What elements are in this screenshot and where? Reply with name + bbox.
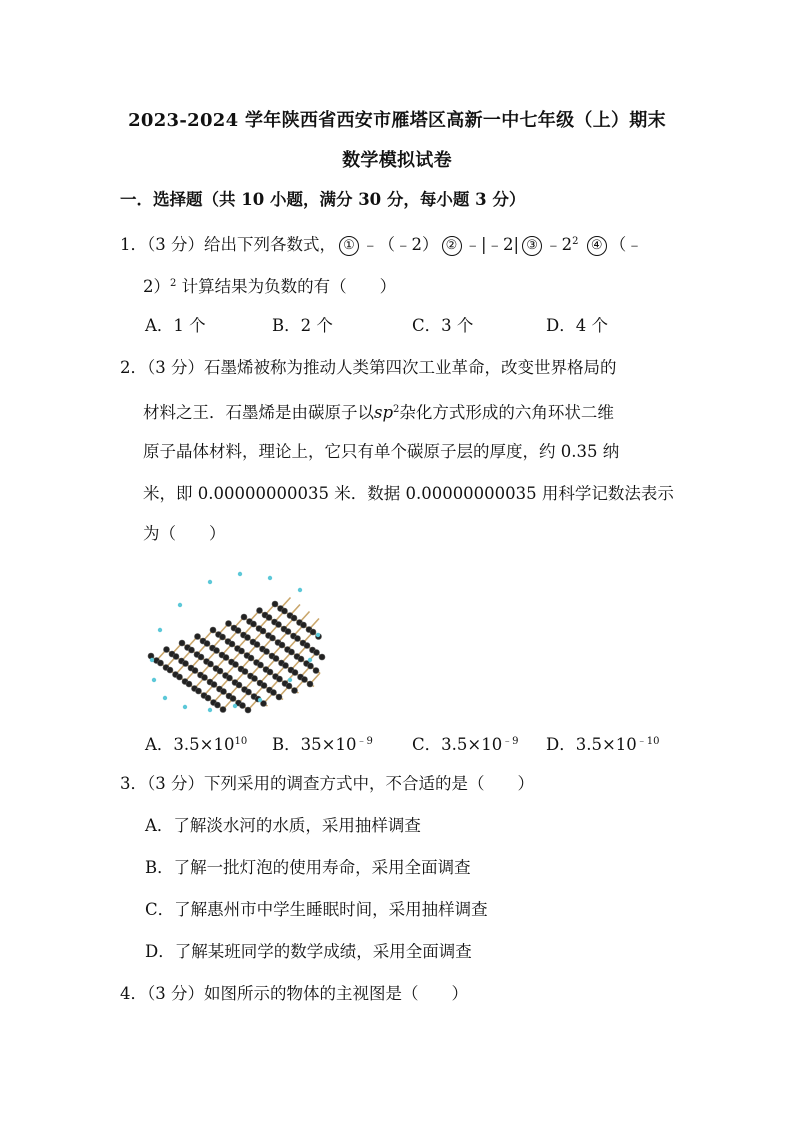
- carbon-atom: [198, 654, 204, 660]
- hydrogen-atom: [298, 588, 302, 592]
- hydrogen-atom: [183, 705, 187, 709]
- question-1-line2: [143, 273, 396, 298]
- circled-1-marker: ①: [339, 236, 359, 256]
- question-1-line1: [120, 231, 643, 256]
- carbon-atom: [236, 682, 242, 688]
- carbon-atom: [223, 655, 229, 661]
- question-2-line4: 米，即 0.00000000035 米．数据 0.00000000035 用科学记数法表示: [143, 484, 674, 503]
- carbon-atom: [208, 661, 214, 667]
- q1-option-c: C．3 个: [412, 316, 474, 335]
- question-1-prefix: 1．（3 分）给出下列各数式，: [120, 235, 336, 254]
- expr-4-exponent: 2: [170, 278, 177, 289]
- carbon-atom: [267, 669, 273, 675]
- carbon-atom: [252, 676, 258, 682]
- carbon-atom: [283, 663, 289, 669]
- hydrogen-atom: [258, 698, 262, 702]
- hydrogen-atom: [208, 580, 212, 584]
- carbon-atom: [260, 628, 266, 634]
- question-2-line2: [143, 399, 614, 424]
- q2-option-b: [272, 731, 373, 756]
- carbon-atom: [241, 614, 247, 620]
- carbon-atom: [301, 622, 307, 628]
- question-1-ask: 计算结果为负数的有（ ）: [176, 277, 397, 296]
- carbon-atom: [270, 635, 276, 641]
- carbon-atom: [205, 695, 211, 701]
- carbon-atom: [214, 648, 220, 654]
- hydrogen-atom: [152, 678, 156, 682]
- circled-4-marker: ④: [587, 236, 607, 256]
- carbon-atom: [286, 683, 292, 689]
- carbon-atom: [248, 655, 254, 661]
- hydrogen-atom: [233, 704, 237, 708]
- carbon-atom: [167, 667, 173, 673]
- question-2-line1: 2．（3 分）石墨烯被称为推动人类第四次工业革命，改变世界格局的: [120, 358, 617, 377]
- q2-option-b-exp: ﹣9: [356, 736, 373, 747]
- section-heading: 一．选择题（共 10 小题，满分 30 分，每小题 3 分）: [120, 190, 526, 209]
- carbon-atom: [217, 668, 223, 674]
- carbon-atom: [202, 675, 208, 681]
- q3-option-c: C．了解惠州市中学生睡眠时间，采用抽样调查: [145, 900, 488, 919]
- q2-option-d-exp: ﹣10: [636, 736, 660, 747]
- carbon-atom: [289, 649, 295, 655]
- carbon-atom: [230, 696, 236, 702]
- question-2-line2-start: 材料之王．石墨烯是由碳原子以: [143, 403, 374, 422]
- carbon-atom: [220, 634, 226, 640]
- q2-option-a: [145, 731, 247, 756]
- q2-option-d-base: D．3.5×10: [546, 735, 637, 754]
- carbon-atom: [298, 656, 304, 662]
- carbon-atom: [211, 682, 217, 688]
- carbon-atom: [308, 663, 314, 669]
- carbon-atom: [314, 650, 320, 656]
- question-3-line1: 3．（3 分）下列采用的调查方式中，不合适的是（ ）: [120, 774, 534, 793]
- question-2-line3: 原子晶体材料，理论上，它只有单个碳原子层的厚度，约 0.35 纳: [143, 442, 620, 461]
- hydrogen-atom: [288, 678, 292, 682]
- carbon-atom: [307, 681, 313, 687]
- carbon-atom: [276, 622, 282, 628]
- q2-option-d: [546, 731, 660, 756]
- carbon-atom: [292, 688, 298, 694]
- carbon-atom: [179, 640, 185, 646]
- graphene-molecule-image: [140, 560, 330, 720]
- q1-option-b: B．2 个: [272, 316, 333, 335]
- hydrogen-atom: [316, 633, 320, 637]
- hydrogen-atom: [178, 603, 182, 607]
- expr-4-end: 2）: [143, 277, 170, 296]
- carbon-atom: [192, 668, 198, 674]
- sp-symbol: sp: [374, 403, 394, 422]
- carbon-atom: [310, 629, 316, 635]
- sp-exponent: 2: [393, 404, 400, 415]
- carbon-atom: [295, 636, 301, 642]
- carbon-atom: [233, 662, 239, 668]
- carbon-atom: [189, 647, 195, 653]
- carbon-atom: [266, 615, 272, 621]
- carbon-atom: [183, 661, 189, 667]
- carbon-atom: [276, 694, 282, 700]
- expr-3: ﹣2: [545, 235, 573, 254]
- hydrogen-atom: [208, 708, 212, 712]
- carbon-atom: [196, 688, 202, 694]
- q2-option-a-base: A．3.5×10: [145, 735, 235, 754]
- question-4-line1: 4．（3 分）如图所示的物体的主视图是（ ）: [120, 984, 468, 1003]
- hydrogen-atom: [238, 572, 242, 576]
- q2-option-c-base: C．3.5×10: [412, 735, 503, 754]
- carbon-atom: [245, 707, 251, 713]
- q3-option-a: A．了解淡水河的水质，采用抽样调查: [145, 816, 421, 835]
- carbon-atom: [313, 668, 319, 674]
- carbon-atom: [229, 641, 235, 647]
- carbon-atom: [226, 621, 232, 627]
- hydrogen-atom: [268, 576, 272, 580]
- carbon-atom: [210, 627, 216, 633]
- carbon-atom: [204, 641, 210, 647]
- hydrogen-atom: [308, 658, 312, 662]
- q1-option-a: A．1 个: [145, 316, 206, 335]
- carbon-atom: [251, 621, 257, 627]
- q1-option-d: D．4 个: [546, 316, 608, 335]
- exam-title-line2: 数学模拟试卷: [342, 150, 452, 171]
- carbon-atom: [291, 615, 297, 621]
- carbon-atom: [282, 608, 288, 614]
- carbon-atom: [257, 608, 263, 614]
- carbon-atom: [302, 677, 308, 683]
- carbon-atom: [277, 676, 283, 682]
- carbon-atom: [292, 670, 298, 676]
- question-2-line2-end: 杂化方式形成的六角环状二维: [399, 403, 614, 422]
- hydrogen-atom: [150, 658, 154, 662]
- carbon-atom: [164, 647, 170, 653]
- carbon-atom: [246, 689, 252, 695]
- carbon-atom: [272, 601, 278, 607]
- carbon-atom: [264, 649, 270, 655]
- carbon-atom: [220, 707, 226, 713]
- q2-option-a-exp: 10: [234, 736, 248, 747]
- carbon-atom: [319, 654, 325, 660]
- circled-3-marker: ③: [522, 236, 542, 256]
- q3-option-d: D．了解某班同学的数学成绩，采用全面调查: [145, 942, 472, 961]
- carbon-atom: [271, 690, 277, 696]
- carbon-atom: [177, 674, 183, 680]
- carbon-atom: [158, 660, 164, 666]
- question-2-line5: 为（ ）: [143, 524, 226, 543]
- carbon-atom: [245, 635, 251, 641]
- carbon-atom: [173, 654, 179, 660]
- carbon-atom: [304, 643, 310, 649]
- q2-option-c-exp: ﹣9: [502, 736, 519, 747]
- carbon-atom: [285, 629, 291, 635]
- carbon-atom: [279, 642, 285, 648]
- expr-2: ﹣|﹣2|: [464, 235, 520, 254]
- carbon-atom: [242, 669, 248, 675]
- expr-3-exponent: 2: [572, 236, 579, 247]
- q2-option-c: [412, 731, 519, 756]
- carbon-atom: [195, 634, 201, 640]
- carbon-atom: [261, 683, 267, 689]
- carbon-atom: [186, 681, 192, 687]
- carbon-atom: [221, 689, 227, 695]
- carbon-atom: [227, 675, 233, 681]
- hydrogen-atom: [158, 628, 162, 632]
- carbon-atom: [240, 703, 246, 709]
- hydrogen-atom: [163, 696, 167, 700]
- circled-2-marker: ②: [442, 236, 462, 256]
- carbon-atom: [258, 662, 264, 668]
- exam-title-line1: 2023-2024 学年陕西省西安市雁塔区高新一中七年级（上）期末: [128, 110, 666, 131]
- expr-4-start: （﹣: [609, 235, 643, 254]
- carbon-atom: [239, 648, 245, 654]
- q3-option-b: B．了解一批灯泡的使用寿命，采用全面调查: [145, 858, 471, 877]
- carbon-atom: [273, 656, 279, 662]
- q2-option-b-base: B．35×10: [272, 735, 357, 754]
- carbon-atom: [235, 628, 241, 634]
- carbon-atom: [254, 642, 260, 648]
- expr-1: ﹣（﹣2）: [362, 235, 439, 254]
- carbon-atom: [215, 702, 221, 708]
